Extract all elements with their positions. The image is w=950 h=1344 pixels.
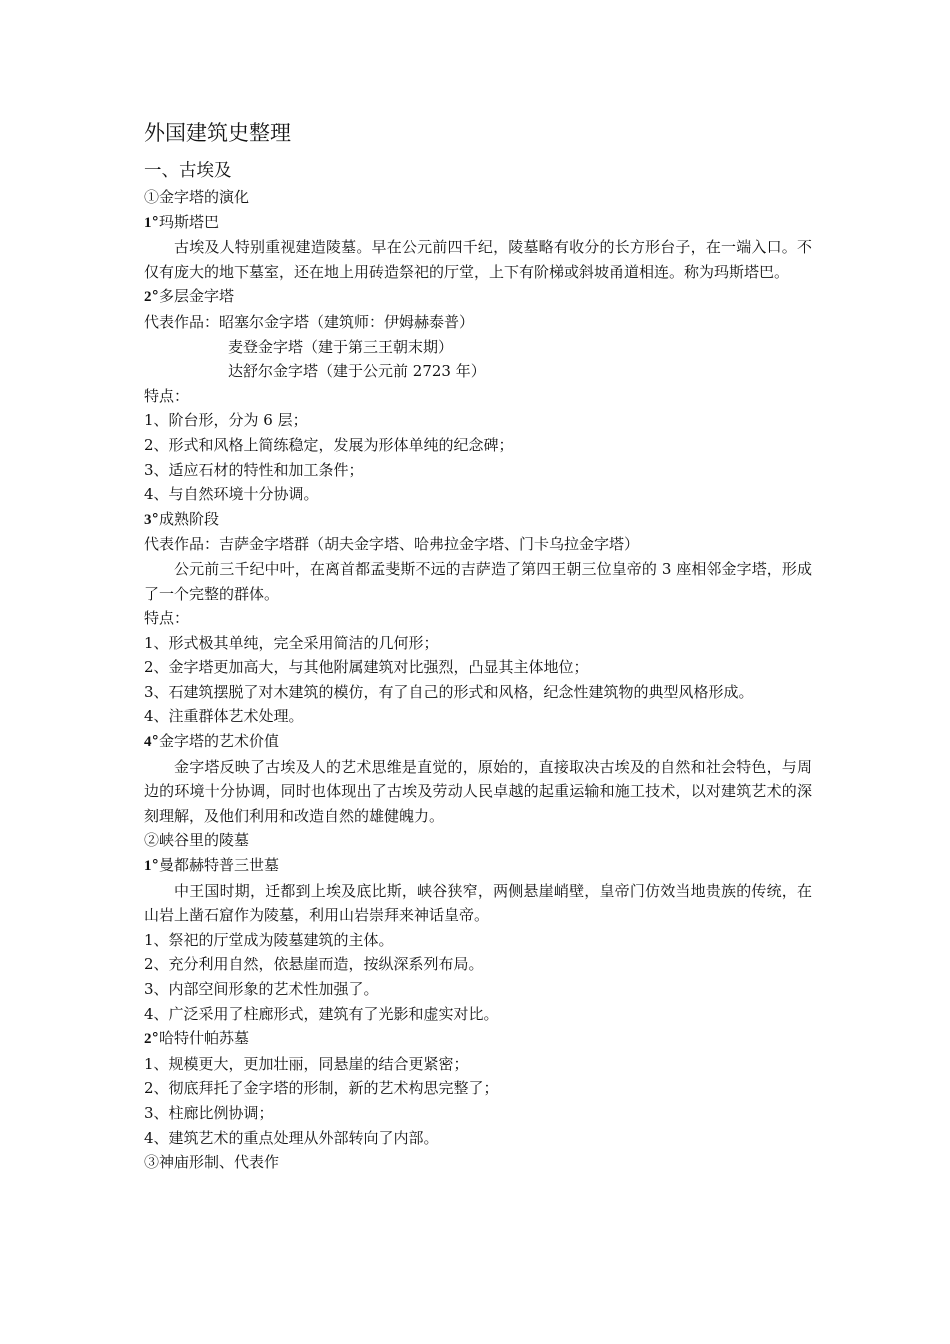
item-title: °多层金字塔 xyxy=(151,287,235,306)
item-heading xyxy=(144,853,812,879)
list-item: 4、与自然环境十分协调。 xyxy=(144,485,319,504)
list-item: 3、柱廊比例协调； xyxy=(144,1103,274,1122)
item-heading xyxy=(144,284,812,310)
section-heading: 一、古埃及 xyxy=(144,161,232,181)
list-item: 3、石建筑摆脱了对木建筑的模仿，有了自己的形式和风格，纪念性建筑物的典型风格形成。 xyxy=(144,682,754,701)
list-item: 2、充分利用自然，依悬崖而造，按纵深系列布局。 xyxy=(144,955,484,974)
item-title: °金字塔的艺术价值 xyxy=(151,732,280,751)
list-item: 4、建筑艺术的重点处理从外部转向了内部。 xyxy=(144,1128,439,1147)
paragraph: 公元前三千纪中叶，在离首都孟斐斯不远的吉萨造了第四王朝三位皇帝的 3 座相邻金字塔，形成了一个完整的群体。 xyxy=(144,559,812,603)
item-number: 1 xyxy=(144,214,152,231)
representative-works: 达舒尔金字塔（建于公元前 2723 年） xyxy=(228,362,486,381)
item-title: °玛斯塔巴 xyxy=(151,212,220,231)
item-title: °曼都赫特普三世墓 xyxy=(151,856,280,875)
list-item: 4、广泛采用了柱廊形式，建筑有了光影和虚实对比。 xyxy=(144,1004,499,1023)
subsection-heading: ③神庙形制、代表作 xyxy=(144,1153,280,1172)
item-number: 1 xyxy=(144,858,152,875)
representative-works: 代表作品：吉萨金字塔群（胡夫金字塔、哈弗拉金字塔、门卡乌拉金字塔） xyxy=(144,535,640,554)
representative-works: 麦登金字塔（建于第三王朝末期） xyxy=(228,337,454,356)
item-number: 4 xyxy=(144,734,152,751)
item-number: 3 xyxy=(144,511,152,528)
representative-works: 代表作品：昭塞尔金字塔（建筑师：伊姆赫泰普） xyxy=(144,312,475,331)
list-item: 2、金字塔更加高大，与其他附属建筑对比强烈，凸显其主体地位； xyxy=(144,658,589,677)
item-number: 2 xyxy=(144,1031,152,1048)
list-item: 1、规模更大，更加壮丽，同悬崖的结合更紧密； xyxy=(144,1054,469,1073)
item-heading xyxy=(144,507,812,533)
list-item: 2、彻底拜托了金字塔的形制，新的艺术构思完整了； xyxy=(144,1079,499,1098)
list-item: 3、内部空间形象的艺术性加强了。 xyxy=(144,980,379,998)
item-heading xyxy=(144,1026,812,1052)
features-label: 特点： xyxy=(144,386,190,405)
item-heading xyxy=(144,210,812,236)
list-item: 3、适应石材的特性和加工条件； xyxy=(144,460,364,479)
page-title: 外国建筑史整理 xyxy=(144,121,291,145)
item-heading xyxy=(144,729,812,755)
list-item: 4、注重群体艺术处理。 xyxy=(144,707,304,726)
item-title: °成熟阶段 xyxy=(151,509,220,528)
list-item: 1、阶台形，分为 6 层； xyxy=(144,411,308,430)
features-label: 特点： xyxy=(144,609,190,628)
item-number: 2 xyxy=(144,289,152,306)
paragraph: 中王国时期，迁都到上埃及底比斯，峡谷狭窄，两侧悬崖峭壁，皇帝门仿效当地贵族的传统，在山岩上凿石窟作为陵墓，利用山岩崇拜来神话皇帝。 xyxy=(144,881,812,925)
paragraph: 古埃及人特别重视建造陵墓。早在公元前四千纪，陵墓略有收分的长方形台子，在一端入口。不仅有庞大的地下墓室，还在地上用砖造祭祀的厅堂，上下有阶梯或斜坡甬道相连。称为玛斯塔巴。 xyxy=(144,238,812,281)
paragraph: 金字塔反映了古埃及人的艺术思维是直觉的，原始的，直接取决古埃及的自然和社会特色，与周边的环境十分协调，同时也体现出了古埃及劳动人民卓越的起重运输和施工技术，以对建筑艺术的深刻理解，及他们利用和改造自然的雄健魄力。 xyxy=(144,757,812,825)
document-body xyxy=(144,118,812,1175)
subsection-heading: ①金字塔的演化 xyxy=(144,188,250,206)
subsection-heading: ②峡谷里的陵墓 xyxy=(144,831,250,850)
list-item: 2、形式和风格上简练稳定，发展为形体单纯的纪念碑； xyxy=(144,435,514,454)
item-title: °哈特什帕苏墓 xyxy=(151,1029,250,1048)
list-item: 1、祭祀的厅堂成为陵墓建筑的主体。 xyxy=(144,930,394,949)
list-item: 1、形式极其单纯，完全采用简洁的几何形； xyxy=(144,633,439,652)
